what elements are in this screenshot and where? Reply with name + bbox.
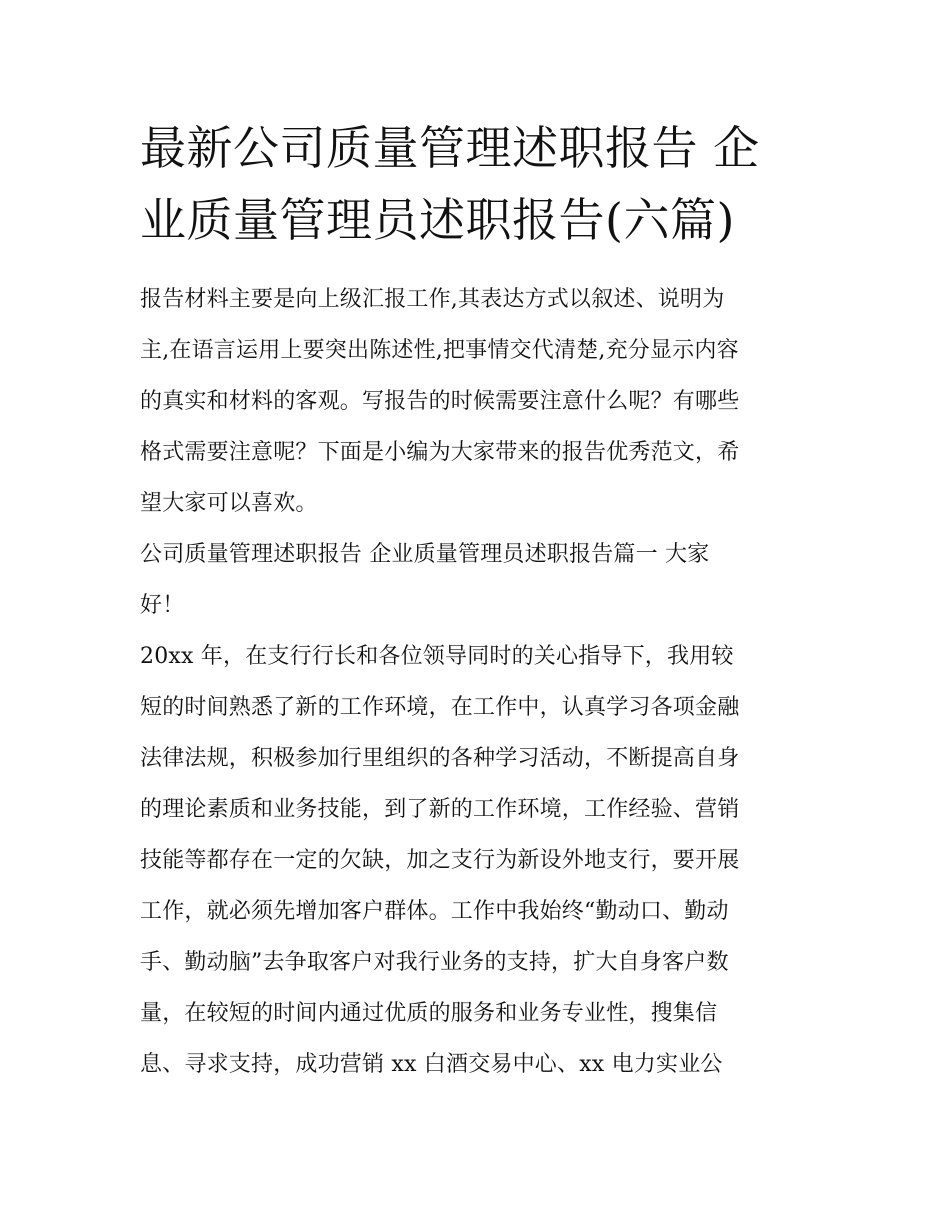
body-line: 手、勤动脑”去争取客户对我行业务的支持，扩大自身客户数	[140, 950, 729, 975]
body-line: 工作，就必须先增加客户群体。工作中我始终“勤动口、勤动	[140, 899, 729, 924]
body-line: 短的时间熟悉了新的工作环境，在工作中，认真学习各项金融	[140, 695, 740, 720]
intro-line: 望大家可以喜欢。	[140, 491, 318, 516]
body-line: 息、寻求支持，成功营销 xx 白酒交易中心、xx 电力实业公	[140, 1052, 723, 1077]
body-line: 技能等都存在一定的欠缺，加之支行为新设外地支行，要开展	[140, 848, 740, 873]
intro-line: 主,在语言运用上要突出陈述性,把事情交代清楚,充分显示内容	[140, 338, 739, 363]
body-line: 量，在较短的时间内通过优质的服务和业务专业性，搜集信	[140, 1001, 718, 1026]
intro-line: 的真实和材料的客观。写报告的时候需要注意什么呢？有哪些	[140, 389, 740, 414]
intro-line: 格式需要注意呢？下面是小编为大家带来的报告优秀范文，希	[140, 440, 740, 465]
title-line: 业质量管理员述职报告(六篇)	[140, 193, 735, 247]
body-line: 法律法规，积极参加行里组织的各种学习活动，不断提高自身	[140, 746, 740, 771]
section-heading-line: 好！	[140, 593, 185, 618]
intro-line: 报告材料主要是向上级汇报工作,其表达方式以叙述、说明为	[140, 287, 725, 312]
section-heading-line: 公司质量管理述职报告 企业质量管理员述职报告篇一 大家	[140, 542, 710, 567]
document-title	[140, 112, 820, 256]
body-line: 的理论素质和业务技能，到了新的工作环境，工作经验、营销	[140, 797, 740, 822]
body-line: 20xx 年，在支行行长和各位领导同时的关心指导下，我用较	[140, 644, 734, 669]
title-line: 最新公司质量管理述职报告 企	[140, 121, 760, 175]
